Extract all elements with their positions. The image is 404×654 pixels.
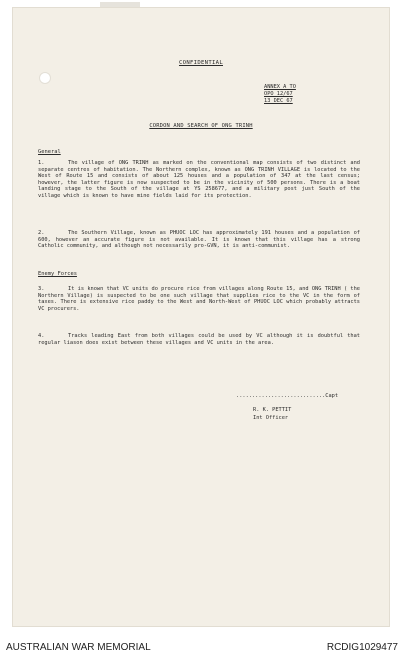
annex-line: 13 DEC 67	[264, 98, 293, 104]
signature-line: ............................Capt	[236, 393, 339, 399]
scan-edge-mark	[100, 2, 140, 7]
paragraph-1	[38, 160, 360, 199]
paragraph-4	[38, 333, 360, 346]
paragraph-number: 1.	[38, 160, 45, 166]
archive-name: AUSTRALIAN WAR MEMORIAL	[6, 642, 151, 653]
annex-line: OPO 12/67	[264, 91, 293, 97]
paragraph-number: 2.	[38, 230, 45, 236]
paragraph-number: 3.	[38, 286, 45, 292]
classification-label: CONFIDENTIAL	[178, 60, 223, 66]
paragraph-2	[38, 230, 360, 250]
signature-block	[253, 406, 291, 422]
document-body	[13, 8, 389, 626]
paragraph-number: 4.	[38, 333, 45, 339]
paragraph-text: Tracks leading East from both villages could be used by VC although it is doubtful that regular liason does exist between these villages and VC units in the area.	[38, 333, 360, 346]
paragraph-text: It is known that VC units do procure rice from villages along Route 15, and ONG TRINH ( the Northern Village) is suspected to be one such village that supplies rice to the VC in the form of taxes. There is extensive rice paddy to the West and North-West of PHUOC LOC which probably attracts VC procurers.	[38, 286, 360, 312]
paragraph-text: The village of ONG TRINH as marked on the conventional map consists of two distinct and separate centres of habitation. The Northern complex, known as ONG TRINH VILLAGE is located to the West of Route 15 and consists of about 125 houses and a population of 347 at the last census; however, the latter figure is now suspected to be in the vicinity of 500 persons. There is a boat landing stage to the South of the village at YS 258677, and a military post just South of the village which is known to have mine fields laid for its protection.	[38, 160, 360, 199]
document-page	[13, 8, 389, 626]
section-heading-general: General	[38, 149, 61, 155]
annex-line: ANNEX A TO	[264, 84, 296, 90]
annex-reference	[264, 84, 296, 105]
section-heading-enemy-forces: Enemy Forces	[38, 271, 77, 277]
document-title: CORDON AND SEARCH OF ONG TRINH	[149, 123, 253, 129]
paragraph-3	[38, 286, 360, 312]
paragraph-text: The Southern Village, known as PHUOC LOC has approximately 191 houses and a population of 600, however an accurate figure is not available. It is known that this village has a strong Catholic community, and although not necessarily pro-GVN, it is anti-communist.	[38, 230, 360, 249]
signatory-role: Int Officer	[253, 415, 289, 421]
signatory-name: R. K. PETTIT	[253, 407, 292, 413]
record-id: RCDIG1029477	[326, 642, 398, 653]
archive-footer	[0, 638, 404, 654]
